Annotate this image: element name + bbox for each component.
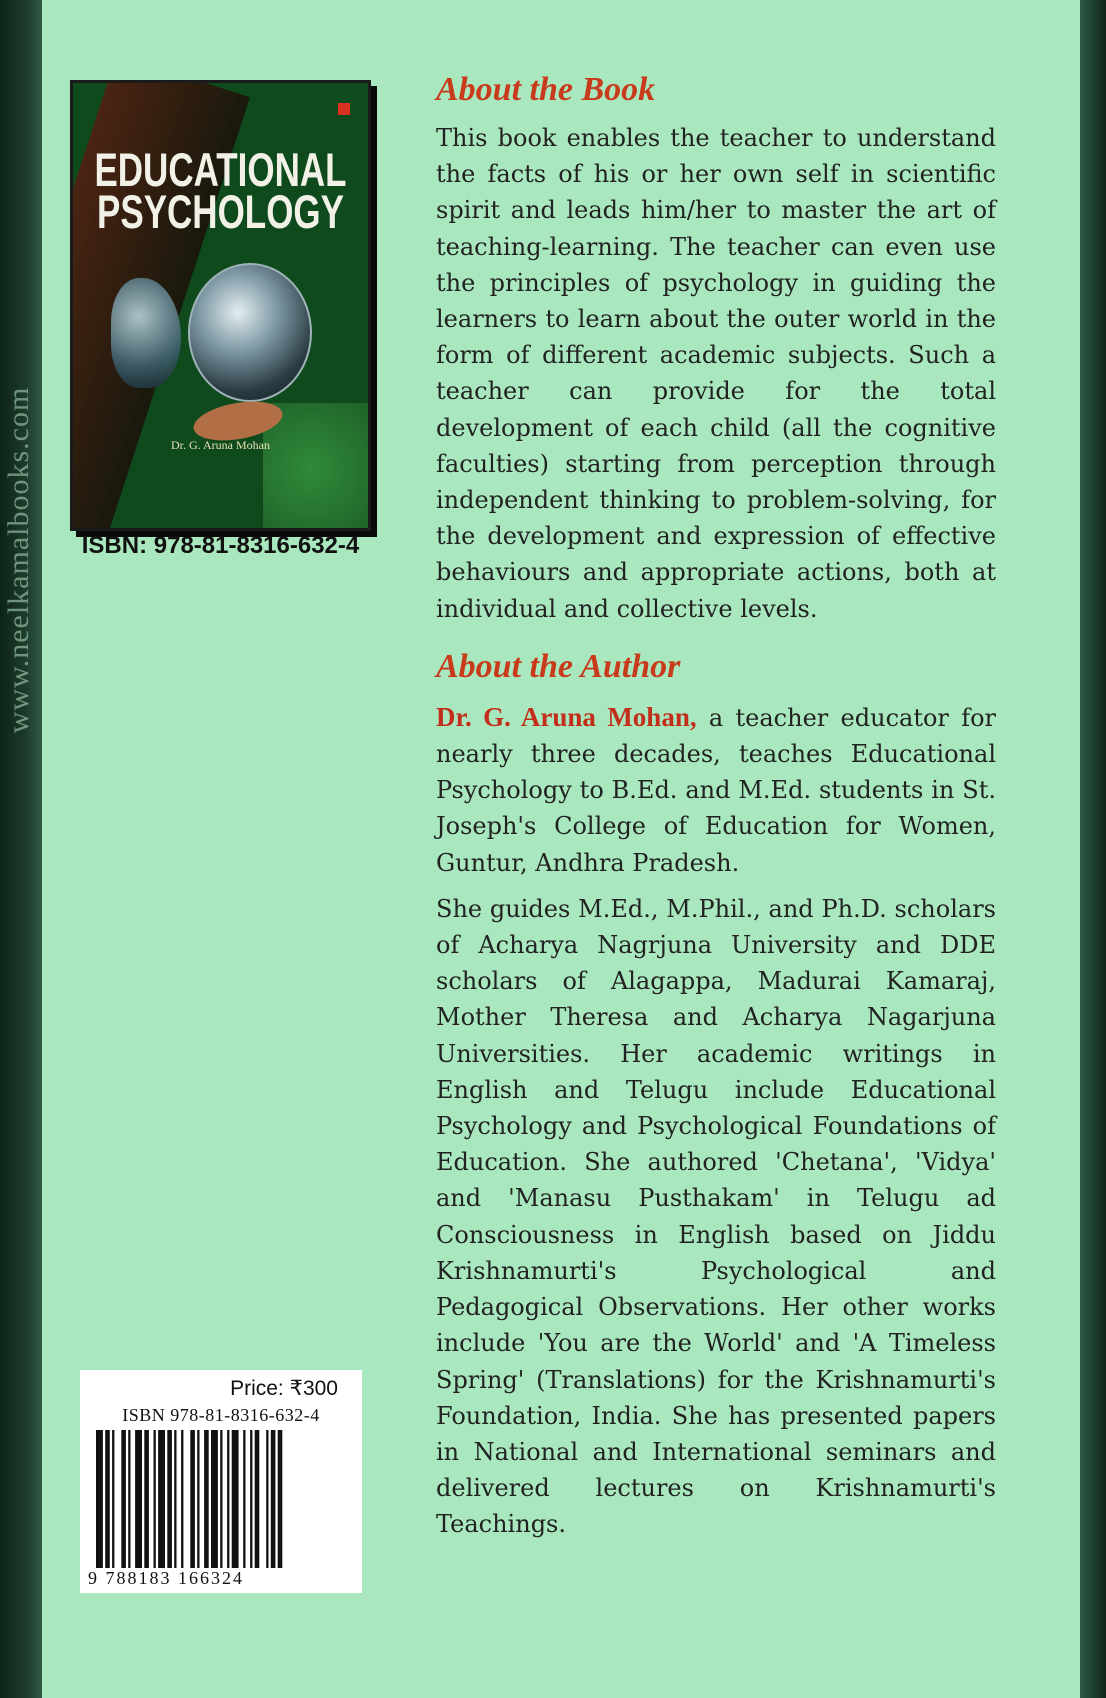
cover-title-line2: PSYCHOLOGY (97, 186, 344, 239)
about-book-heading: About the Book (436, 71, 656, 108)
cover-decoration (263, 403, 371, 531)
barcode-bars-icon (96, 1430, 346, 1568)
about-author-para1-text: a teacher educator for nearly three decades, teaches Educational Psychology to B.Ed. and M.Ed. students in St. Joseph's College of Education for Women, Guntur, Andhra Pradesh. (436, 703, 997, 877)
author-name: Dr. G. Aruna Mohan, (436, 701, 697, 732)
cover-title-line1: EDUCATIONAL (94, 144, 347, 197)
text-column (436, 70, 996, 1543)
price-label: Price: ₹300 (230, 1377, 338, 1400)
globe-image (188, 263, 312, 402)
about-author-heading: About the Author (436, 647, 681, 685)
about-book-text: This book enables the teacher to understand the facts of his or her own self in scientific spirit and leads him/her to master the art of teaching-learning. The teacher can even use the principles of psychology in guiding the learners to learn about the outer world in the form of different academic subjects. Such a teacher can provide for the total development of each child (all the cognitive faculties) starting from perception through independent thinking to problem-solving, for the development and expression of effective behaviours and appropriate actions, both at individual and collective levels. (436, 124, 996, 623)
barcode-digits: 9 788183 166324 (88, 1568, 244, 1588)
cover-edge (1080, 0, 1106, 1698)
cover-author: Dr. G. Aruna Mohan (171, 438, 270, 452)
barcode-isbn: ISBN 978-81-8316-632-4 (122, 1405, 320, 1425)
barcode-sticker (80, 1370, 362, 1593)
about-author-para2: She guides M.Ed., M.Phil., and Ph.D. scholars of Acharya Nagrjuna University and DDE scholars of Alagappa, Madurai Kamaraj, Mother Theresa and Acharya Nagarjuna Universities. Her academic writings in English and Telugu include Educational Psychology and Psychological Foundations of Education. She authored 'Chetana', 'Vidya' and 'Manasu Pusthakam' in Telugu ad Consciousness in English based on Jiddu Krishnamurti's Psychological and Pedagogical Observations. Her other works include 'You are the World' and 'A Timeless Spring' (Translations) for the Krishnamurti's Foundation, India. She has presented papers in National and International seminars and delivered lectures on Krishnamurti's Teachings. (436, 894, 996, 1539)
publisher-logo-icon (338, 103, 350, 115)
front-cover-thumbnail (70, 80, 371, 531)
watermark-text: www.neelkamalbooks.com (2, 386, 35, 734)
isbn-label: ISBN: 978-81-8316-632-4 (81, 532, 360, 559)
about-author-para1 (436, 699, 996, 881)
